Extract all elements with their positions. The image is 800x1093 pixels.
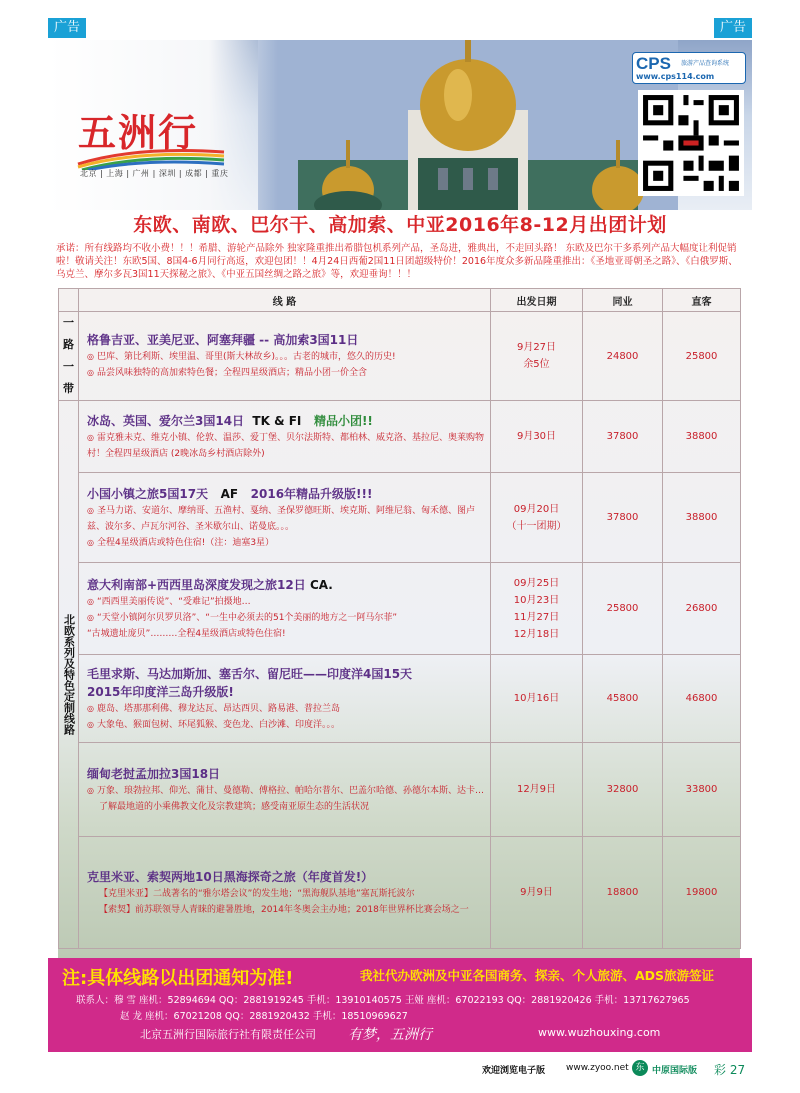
- table-row: [59, 473, 741, 563]
- table-row: [59, 401, 741, 473]
- qr-code-icon: [638, 90, 744, 196]
- route-desc: ◎ 全程4星级酒店或特色住宿!（注：迪塞3星）: [87, 537, 275, 548]
- table-row: [59, 655, 741, 743]
- route-cell: [79, 655, 491, 743]
- peer-price: 25800: [583, 563, 663, 655]
- route-desc: ◎ 品尝风味独特的高加索特色餐；全程四星级酒店；精品小团一价全含: [87, 368, 367, 378]
- bullet-icon: ◎: [87, 368, 94, 377]
- footer-panel: [48, 958, 752, 1052]
- route-name: 意大利南部+西西里岛深度发现之旅12日 CA.: [87, 577, 333, 592]
- contact-line-1: 联系人：穆 雪 座机：52894694 QQ：2881919245 手机：13910140575 王娅 座机：67022193 QQ：2881920426 手机：13717627965: [76, 995, 690, 1006]
- ad-label-right: 广告: [714, 18, 752, 38]
- page-title: 东欧、南欧、巴尔干、高加索、中亚2016年8-12月出团计划: [133, 214, 667, 236]
- route-desc: ◎ 鹿岛、塔那那利佛、穆龙达瓦、昂达西贝、路易港、普拉兰岛: [87, 703, 340, 714]
- route-desc: ◎ 大象龟、猴面包树、环尾狐猴、变色龙、白沙滩、印度洋。。。: [87, 719, 340, 730]
- route-desc: “古城遗址庞贝”………全程4星级酒店或特色住宿!: [87, 628, 286, 639]
- route-cell: [79, 473, 491, 563]
- promo-text: 承诺：所有线路均不收小费！！！希腊、游轮产品除外 独家隆重推出希腊包机系列产品，圣岛进，雅典出，不走回头路！ 东欧及巴尔干多系列产品大幅度让利促销啦！敬请关注！东欧5国、8国4-6月同行高返，欢迎包团！！4月24日西葡2国11日团超级特价！2016年度众多新品隆重推出：《圣地亚哥朝圣之路》、《白俄罗斯、乌克兰、摩尔多瓦3国11天探秘之旅》、《中亚五国丝绸之路之旅》等，欢迎垂询！！！: [56, 243, 738, 280]
- date-cell: 09月25日 10月23日 11月27日 12月18日: [491, 563, 583, 655]
- edition-label: 中原国际版: [652, 1066, 698, 1076]
- date-cell: 09月20日 （十一团期）: [491, 473, 583, 563]
- route-name: 小国小镇之旅5国17天 AF 2016年精品升级版!!!: [87, 486, 373, 501]
- bullet-icon: ◎: [87, 785, 94, 795]
- logo-panel: [48, 40, 278, 210]
- peer-price: 37800: [583, 401, 663, 473]
- header-banner: [48, 40, 752, 210]
- route-desc: ◎ “天堂小镇阿尔贝罗贝洛”、“一生中必须去的51个美丽的地方之一阿马尔菲”: [87, 612, 398, 623]
- cps-header: [632, 52, 746, 84]
- branch-cities: 北京 | 上海 | 广州 | 深圳 | 成都 | 重庆: [80, 169, 229, 178]
- table-row: [59, 563, 741, 655]
- route-desc: 【索契】前苏联领导人青睐的避暑胜地，2014年冬奥会主办地；2018年世界杯比赛会场之一: [99, 904, 469, 915]
- bullet-icon: ◎: [87, 612, 94, 622]
- header-blank: [59, 289, 79, 312]
- tour-schedule-table: [58, 288, 741, 949]
- table-row: [59, 837, 741, 949]
- direct-price: 25800: [663, 312, 741, 401]
- route-name: 冰岛、英国、爱尔兰3国14日 TK & FI 精品小团!!: [87, 413, 373, 428]
- bullet-icon: ◎: [87, 537, 94, 547]
- peer-price: 45800: [583, 655, 663, 743]
- zyoo-logo-icon: 东: [632, 1060, 648, 1076]
- cps-subtitle: 旅游产品查询系统: [681, 60, 730, 67]
- contact-line-2: 赵 龙 座机：67021208 QQ：2881920432 手机：18510969627: [120, 1011, 408, 1022]
- bullet-icon: ◎: [87, 352, 94, 361]
- bullet-icon: ◎: [87, 432, 94, 442]
- route-name: 毛里求斯、马达加斯加、塞舌尔、留尼旺——印度洋4国15天: [87, 666, 413, 681]
- peer-price: 32800: [583, 743, 663, 837]
- browse-label: 欢迎浏览电子版: [482, 1066, 546, 1076]
- direct-price: 26800: [663, 563, 741, 655]
- side-label-north: 北欧系列及特色定制线路: [59, 401, 79, 949]
- direct-price: 46800: [663, 655, 741, 743]
- slogan-signature: 有梦，五洲行: [348, 1027, 432, 1043]
- page-footer-bar: [470, 1060, 760, 1078]
- side-label-belt: 一路一带: [59, 312, 79, 401]
- date-cell: 9月27日 余5位: [491, 312, 583, 401]
- direct-price: 38800: [663, 401, 741, 473]
- table-row: [59, 312, 741, 401]
- header-peer: 同业: [583, 289, 663, 312]
- route-cell: [79, 563, 491, 655]
- route-cell: [79, 312, 491, 401]
- route-desc: ◎ “西西里美丽传说”、“受难记”拍摄地…: [87, 596, 251, 607]
- route-desc: 了解最地道的小乘佛教文化及宗教建筑；感受南亚原生态的生活状况: [99, 801, 370, 812]
- footer-note: 注:具体线路以出团通知为准!: [62, 968, 294, 989]
- route-desc: ◎ 雷克雅未克、维克小镇、伦敦、温莎、爱丁堡、贝尔法斯特、都柏林、威克洛、基拉尼、奥莱购物村！全程四星级酒店 (2晚冰岛乡村酒店除外): [87, 432, 484, 459]
- rainbow-swoosh-icon: [76, 144, 226, 170]
- route-name: 格鲁吉亚、亚美尼亚、阿塞拜疆 -- 高加索3国11日: [87, 333, 359, 347]
- date-cell: 12月9日: [491, 743, 583, 837]
- route-name: 克里米亚、索契两地10日黑海探奇之旅（年度首发!）: [87, 869, 374, 884]
- date-cell: 9月30日: [491, 401, 583, 473]
- direct-price: 19800: [663, 837, 741, 949]
- website-link[interactable]: www.wuzhouxing.com: [538, 1026, 661, 1039]
- bullet-icon: ◎: [87, 596, 94, 606]
- page-number: 彩 27: [714, 1063, 746, 1077]
- route-name: 缅甸老挝孟加拉3国18日: [87, 766, 221, 781]
- peer-price: 24800: [583, 312, 663, 401]
- direct-price: 33800: [663, 743, 741, 837]
- table-row: [59, 743, 741, 837]
- direct-price: 38800: [663, 473, 741, 563]
- route-desc: ◎ 万象、琅勃拉邦、仰光、蒲甘、曼德勒、傅格拉、帕哈尔普尔、巴盖尔哈德、孙德尔本斯、达卡…: [87, 785, 484, 796]
- header-direct: 直客: [663, 289, 741, 312]
- route-cell: [79, 401, 491, 473]
- date-cell: 10月16日: [491, 655, 583, 743]
- bullet-icon: ◎: [87, 505, 94, 515]
- cps-logo: CPS: [636, 54, 671, 73]
- peer-price: 18800: [583, 837, 663, 949]
- date-cell: 9月9日: [491, 837, 583, 949]
- header-date: 出发日期: [491, 289, 583, 312]
- brand-logo: 五洲行: [78, 110, 199, 155]
- peer-price: 37800: [583, 473, 663, 563]
- company-name: 北京五洲行国际旅行社有限责任公司: [140, 1028, 316, 1041]
- header-route: 线 路: [79, 289, 491, 312]
- cps-promo: [632, 52, 744, 202]
- route-cell: [79, 837, 491, 949]
- route-name-line2: 2015年印度洋三岛升级版!: [87, 684, 234, 699]
- bullet-icon: ◎: [87, 703, 94, 713]
- zyoo-link[interactable]: www.zyoo.net: [566, 1063, 629, 1073]
- bullet-icon: ◎: [87, 719, 94, 729]
- route-desc: 【克里米亚】二战著名的“雅尔塔会议”的发生地；“黑海舰队基地”塞瓦斯托波尔: [99, 888, 415, 899]
- ad-label-left: 广告: [48, 18, 86, 38]
- route-desc: ◎ 圣马力诺、安道尔、摩纳哥、五渔村、戛纳、圣保罗德旺斯、埃克斯、阿维尼翁、匈禾德、图卢兹、波尔多、卢瓦尔河谷、圣米歇尔山、诺曼底。。。: [87, 505, 475, 532]
- church-domes-image: [258, 40, 678, 210]
- visa-service-note: 我社代办欧洲及中亚各国商务、探亲、个人旅游、ADS旅游签证: [360, 968, 715, 983]
- route-desc: ◎ 巴库、第比利斯、埃里温、哥里(斯大林故乡)。。。古老的城市，悠久的历史!: [87, 352, 396, 362]
- cps-url: www.cps114.com: [636, 72, 715, 81]
- table-header-row: [59, 289, 741, 312]
- route-cell: [79, 743, 491, 837]
